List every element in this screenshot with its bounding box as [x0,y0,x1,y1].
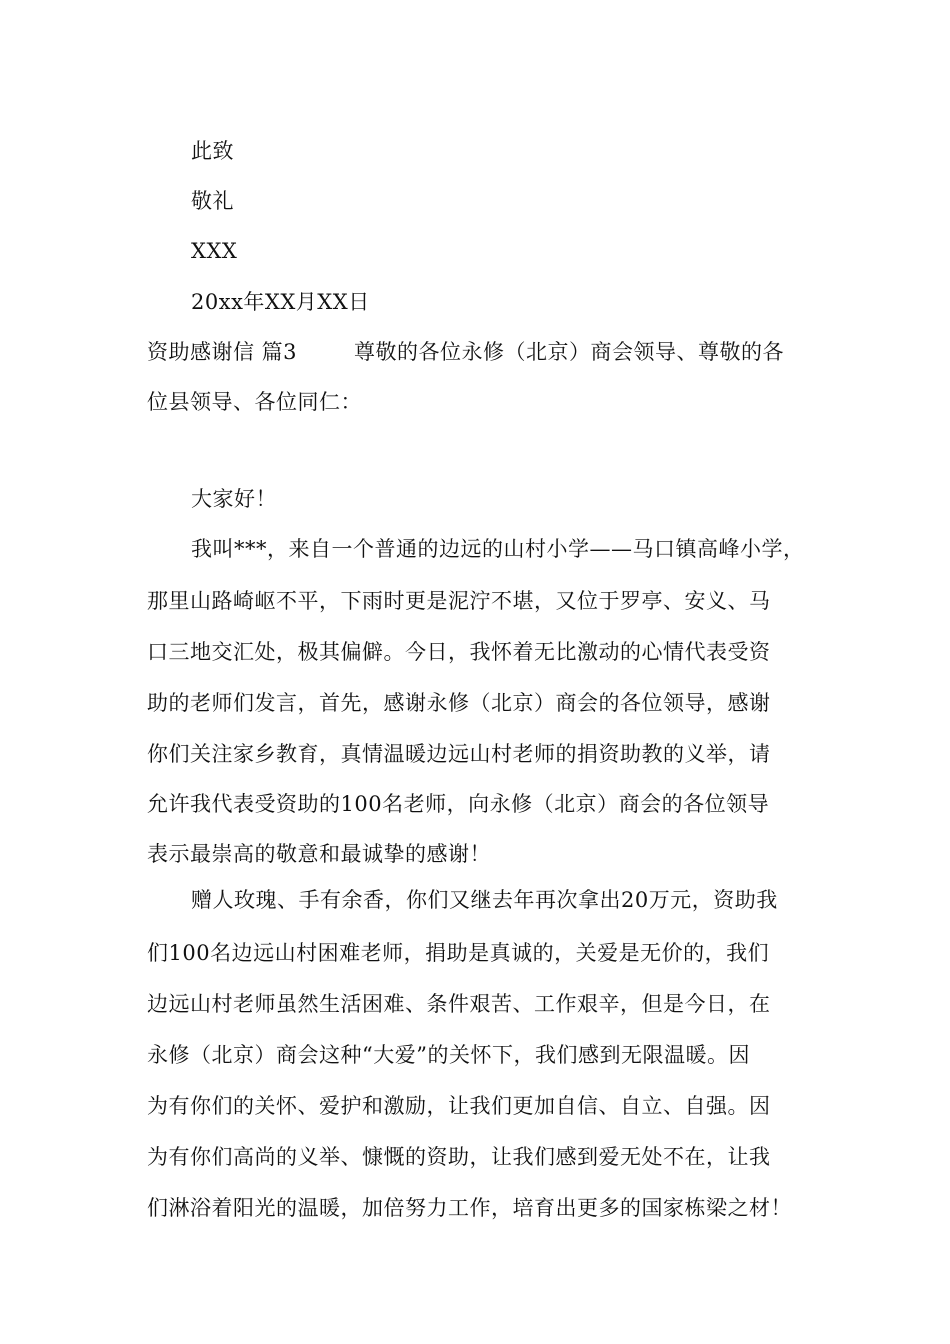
paragraph-2-line: 为有你们的关怀、爱护和激励，让我们更加自信、自立、自强。因 [147,1094,771,1118]
closing-regards: 敬礼 [191,189,234,213]
closing-date: 20xx年XX月XX日 [191,290,370,314]
closing-signature: XXX [191,239,238,263]
paragraph-1-line: 那里山路崎岖不平，下雨时更是泥泞不堪，又位于罗亭、安义、马 [147,589,771,613]
paragraph-1-line: 我叫***，来自一个普通的边远的山村小学——马口镇高峰小学， [191,537,805,561]
section-title: 资助感谢信 篇3 [147,340,298,364]
greeting: 大家好！ [191,487,277,511]
paragraph-1-line: 表示最崇高的敬意和最诚挚的感谢！ [147,842,491,866]
closing-salutation: 此致 [191,139,234,163]
address-line-1: 尊敬的各位永修（北京）商会领导、尊敬的各 [354,340,784,364]
paragraph-1-line: 你们关注家乡教育，真情温暖边远山村老师的捐资助教的义举，请 [147,742,771,766]
address-line-2: 位县领导、各位同仁： [147,390,362,414]
paragraph-2-line: 们100名边远山村困难老师，捐助是真诚的，关爱是无价的，我们 [147,941,770,965]
paragraph-2-line: 边远山村老师虽然生活困难、条件艰苦、工作艰辛，但是今日，在 [147,992,771,1016]
paragraph-1-line: 助的老师们发言，首先，感谢永修（北京）商会的各位领导，感谢 [147,691,771,715]
paragraph-2-line: 永修（北京）商会这种“大爱”的关怀下，我们感到无限温暖。因 [147,1043,750,1067]
paragraph-2-line: 赠人玫瑰、手有余香，你们又继去年再次拿出20万元，资助我 [191,888,778,912]
paragraph-2-line: 为有你们高尚的义举、慷慨的资助，让我们感到爱无处不在，让我 [147,1145,771,1169]
paragraph-2-line: 们淋浴着阳光的温暖，加倍努力工作，培育出更多的国家栋梁之材！ [147,1196,792,1220]
paragraph-1-line: 口三地交汇处，极其偏僻。今日，我怀着无比激动的心情代表受资 [147,640,771,664]
paragraph-1-line: 允许我代表受资助的100名老师，向永修（北京）商会的各位领导 [147,792,770,816]
